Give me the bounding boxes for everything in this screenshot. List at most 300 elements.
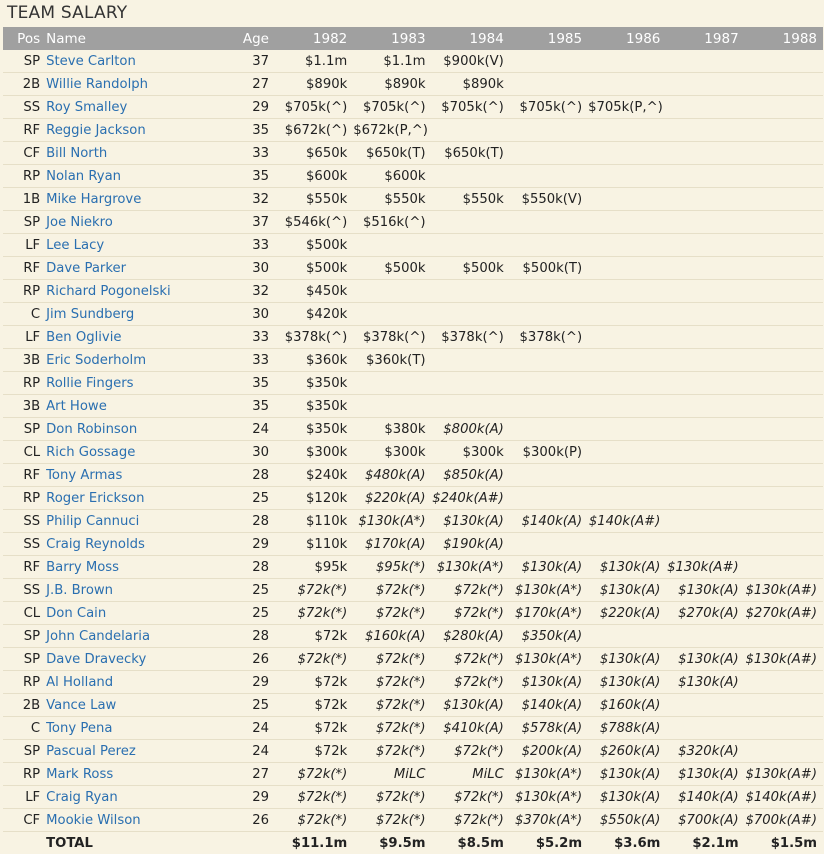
salary-1983: $170k(A): [353, 533, 431, 556]
salary-1987: [666, 717, 744, 740]
salary-1986: $130k(A): [588, 579, 666, 602]
player-link[interactable]: J.B. Brown: [46, 583, 113, 598]
salary-1983: $360k(T): [353, 349, 431, 372]
salary-1986: [588, 395, 666, 418]
table-row: [3, 510, 823, 533]
player-link[interactable]: Vance Law: [46, 698, 116, 713]
salary-1984: [432, 119, 510, 142]
salary-table: [3, 27, 823, 854]
salary-1983: $650k(T): [353, 142, 431, 165]
salary-1982: $110k: [275, 533, 353, 556]
player-name-cell: [40, 763, 231, 786]
salary-1984: $72k(*): [432, 809, 510, 832]
table-row: [3, 188, 823, 211]
salary-1982: $72k(*): [275, 648, 353, 671]
salary-1985: $130k(A): [510, 671, 588, 694]
player-name-cell: [40, 510, 231, 533]
salary-1985: [510, 119, 588, 142]
salary-1987: [666, 625, 744, 648]
salary-1986: $160k(A): [588, 694, 666, 717]
header-name[interactable]: Name: [40, 27, 231, 50]
salary-1986: [588, 464, 666, 487]
salary-1985: [510, 73, 588, 96]
salary-1987: [666, 165, 744, 188]
salary-1982: $546k(^): [275, 211, 353, 234]
total-label: TOTAL: [40, 832, 231, 854]
player-name-cell: [40, 349, 231, 372]
salary-1983: $705k(^): [353, 96, 431, 119]
salary-1982: $120k: [275, 487, 353, 510]
table-row: [3, 349, 823, 372]
salary-1985: [510, 165, 588, 188]
player-pos: SP: [3, 50, 40, 73]
player-name-cell: [40, 280, 231, 303]
player-pos: LF: [3, 326, 40, 349]
salary-1985: [510, 142, 588, 165]
player-pos: 3B: [3, 395, 40, 418]
salary-1982: $672k(^): [275, 119, 353, 142]
player-link[interactable]: Willie Randolph: [46, 77, 148, 92]
header-1986[interactable]: 1986: [588, 27, 666, 50]
player-age: 32: [231, 188, 275, 211]
salary-1988: [745, 372, 823, 395]
player-name-cell: [40, 533, 231, 556]
player-name-cell: [40, 556, 231, 579]
player-name-cell: [40, 188, 231, 211]
salary-1986: [588, 487, 666, 510]
salary-1985: $130k(A*): [510, 763, 588, 786]
player-link[interactable]: Roger Erickson: [46, 491, 144, 506]
total-1983: $9.5m: [353, 832, 431, 854]
player-pos: RF: [3, 257, 40, 280]
salary-1983: [353, 234, 431, 257]
total-age: [231, 832, 275, 854]
salary-1985: [510, 395, 588, 418]
player-name-cell: [40, 119, 231, 142]
salary-1985: [510, 418, 588, 441]
salary-1985: [510, 211, 588, 234]
table-row: [3, 303, 823, 326]
salary-1987: $320k(A): [666, 740, 744, 763]
table-row: [3, 441, 823, 464]
salary-1983: $480k(A): [353, 464, 431, 487]
salary-1987: [666, 372, 744, 395]
salary-1982: $72k: [275, 694, 353, 717]
player-pos: 1B: [3, 188, 40, 211]
salary-1985: $578k(A): [510, 717, 588, 740]
player-link[interactable]: Steve Carlton: [46, 54, 136, 69]
salary-1983: $72k(*): [353, 694, 431, 717]
salary-1987: [666, 510, 744, 533]
player-pos: C: [3, 303, 40, 326]
salary-1986: [588, 533, 666, 556]
salary-1984: $130k(A): [432, 694, 510, 717]
salary-1983: $72k(*): [353, 740, 431, 763]
salary-1982: $300k: [275, 441, 353, 464]
player-link[interactable]: Tony Pena: [46, 721, 112, 736]
player-age: 30: [231, 303, 275, 326]
player-age: 29: [231, 786, 275, 809]
table-row: [3, 487, 823, 510]
salary-1985: [510, 50, 588, 73]
salary-1984: $190k(A): [432, 533, 510, 556]
player-pos: CF: [3, 142, 40, 165]
salary-1988: [745, 280, 823, 303]
salary-1988: [745, 395, 823, 418]
salary-1988: [745, 303, 823, 326]
player-name-cell: [40, 96, 231, 119]
table-row: [3, 809, 823, 832]
salary-1983: MiLC: [353, 763, 431, 786]
salary-1988: [745, 671, 823, 694]
player-link[interactable]: Joe Niekro: [46, 215, 113, 230]
salary-1988: [745, 188, 823, 211]
header-age[interactable]: Age: [231, 27, 275, 50]
total-1985: $5.2m: [510, 832, 588, 854]
salary-1984: MiLC: [432, 763, 510, 786]
salary-1982: $72k(*): [275, 579, 353, 602]
player-age: 25: [231, 579, 275, 602]
header-1987[interactable]: 1987: [666, 27, 744, 50]
table-row: [3, 142, 823, 165]
total-1988: $1.5m: [745, 832, 823, 854]
header-1982[interactable]: 1982: [275, 27, 353, 50]
player-name-cell: [40, 786, 231, 809]
salary-1984: $72k(*): [432, 671, 510, 694]
salary-1988: [745, 418, 823, 441]
salary-1985: $130k(A*): [510, 579, 588, 602]
salary-1988: [745, 349, 823, 372]
salary-1985: [510, 533, 588, 556]
table-row: [3, 556, 823, 579]
salary-1984: $378k(^): [432, 326, 510, 349]
table-row: [3, 579, 823, 602]
salary-1987: $130k(A): [666, 671, 744, 694]
player-name-cell: [40, 257, 231, 280]
header-pos[interactable]: Pos: [3, 27, 40, 50]
player-pos: RP: [3, 487, 40, 510]
salary-1988: [745, 464, 823, 487]
salary-1985: $705k(^): [510, 96, 588, 119]
player-link[interactable]: Richard Pogonelski: [46, 284, 171, 299]
player-link[interactable]: Nolan Ryan: [46, 169, 121, 184]
total-1982: $11.1m: [275, 832, 353, 854]
salary-1987: [666, 280, 744, 303]
player-pos: SP: [3, 648, 40, 671]
salary-1986: $130k(A): [588, 648, 666, 671]
salary-1987: $130k(A): [666, 763, 744, 786]
player-link[interactable]: Roy Smalley: [46, 100, 127, 115]
player-pos: RP: [3, 671, 40, 694]
player-link[interactable]: Lee Lacy: [46, 238, 104, 253]
player-link[interactable]: Rollie Fingers: [46, 376, 133, 391]
salary-1985: $130k(A*): [510, 786, 588, 809]
salary-1985: $200k(A): [510, 740, 588, 763]
salary-1984: $890k: [432, 73, 510, 96]
salary-1988: $130k(A#): [745, 763, 823, 786]
salary-1988: $130k(A#): [745, 648, 823, 671]
salary-1986: $260k(A): [588, 740, 666, 763]
salary-1983: $500k: [353, 257, 431, 280]
table-row: [3, 234, 823, 257]
player-age: 33: [231, 234, 275, 257]
salary-1984: [432, 211, 510, 234]
salary-1988: [745, 326, 823, 349]
salary-1983: $378k(^): [353, 326, 431, 349]
player-link[interactable]: Bill North: [46, 146, 107, 161]
player-age: 29: [231, 671, 275, 694]
total-1987: $2.1m: [666, 832, 744, 854]
salary-1988: [745, 257, 823, 280]
salary-1988: [745, 165, 823, 188]
salary-1988: $140k(A#): [745, 786, 823, 809]
salary-1982: $500k: [275, 257, 353, 280]
salary-1982: $450k: [275, 280, 353, 303]
salary-1983: $890k: [353, 73, 431, 96]
salary-1987: [666, 73, 744, 96]
salary-1984: [432, 165, 510, 188]
player-name-cell: [40, 50, 231, 73]
salary-1984: $900k(V): [432, 50, 510, 73]
player-link[interactable]: Eric Soderholm: [46, 353, 146, 368]
salary-1982: $600k: [275, 165, 353, 188]
table-row: [3, 96, 823, 119]
player-link[interactable]: Don Robinson: [46, 422, 137, 437]
table-row: [3, 73, 823, 96]
player-link[interactable]: Mookie Wilson: [46, 813, 141, 828]
salary-1987: [666, 395, 744, 418]
player-pos: SP: [3, 740, 40, 763]
player-pos: LF: [3, 234, 40, 257]
salary-1986: $788k(A): [588, 717, 666, 740]
salary-1986: [588, 50, 666, 73]
player-age: 24: [231, 740, 275, 763]
player-age: 33: [231, 326, 275, 349]
salary-1982: $72k: [275, 671, 353, 694]
player-age: 35: [231, 165, 275, 188]
player-pos: SP: [3, 211, 40, 234]
salary-1988: $130k(A#): [745, 579, 823, 602]
player-age: 37: [231, 211, 275, 234]
player-pos: RF: [3, 464, 40, 487]
player-link[interactable]: Tony Armas: [46, 468, 122, 483]
salary-1988: [745, 533, 823, 556]
salary-1984: $240k(A#): [432, 487, 510, 510]
player-pos: RP: [3, 165, 40, 188]
salary-1984: $130k(A*): [432, 556, 510, 579]
salary-1982: $350k: [275, 395, 353, 418]
salary-1985: $350k(A): [510, 625, 588, 648]
table-row: [3, 648, 823, 671]
salary-1982: $72k: [275, 625, 353, 648]
salary-1984: [432, 395, 510, 418]
player-pos: CF: [3, 809, 40, 832]
total-pos: [3, 832, 40, 854]
player-link[interactable]: Dave Dravecky: [46, 652, 146, 667]
salary-1984: [432, 234, 510, 257]
total-1986: $3.6m: [588, 832, 666, 854]
player-age: 33: [231, 349, 275, 372]
player-link[interactable]: Mike Hargrove: [46, 192, 141, 207]
table-row: [3, 372, 823, 395]
player-age: 28: [231, 556, 275, 579]
player-link[interactable]: Pascual Perez: [46, 744, 136, 759]
player-name-cell: [40, 740, 231, 763]
salary-1985: $500k(T): [510, 257, 588, 280]
salary-1983: $672k(P,^): [353, 119, 431, 142]
salary-1984: $850k(A): [432, 464, 510, 487]
player-name-cell: [40, 372, 231, 395]
salary-1988: [745, 50, 823, 73]
salary-1988: [745, 740, 823, 763]
salary-1984: $800k(A): [432, 418, 510, 441]
salary-1984: $72k(*): [432, 786, 510, 809]
salary-1983: $600k: [353, 165, 431, 188]
player-age: 25: [231, 602, 275, 625]
player-link[interactable]: Craig Reynolds: [46, 537, 145, 552]
salary-1983: $220k(A): [353, 487, 431, 510]
player-pos: RP: [3, 763, 40, 786]
salary-1987: [666, 234, 744, 257]
header-1984[interactable]: 1984: [432, 27, 510, 50]
player-link[interactable]: Jim Sundberg: [46, 307, 134, 322]
table-row: [3, 625, 823, 648]
salary-1983: $300k: [353, 441, 431, 464]
salary-1988: $700k(A#): [745, 809, 823, 832]
salary-1984: $72k(*): [432, 648, 510, 671]
player-link[interactable]: Al Holland: [46, 675, 113, 690]
player-link[interactable]: John Candelaria: [46, 629, 150, 644]
salary-1983: $516k(^): [353, 211, 431, 234]
salary-1983: $72k(*): [353, 648, 431, 671]
salary-1985: [510, 464, 588, 487]
salary-1986: [588, 211, 666, 234]
salary-1984: [432, 280, 510, 303]
salary-1986: $550k(A): [588, 809, 666, 832]
salary-1988: $270k(A#): [745, 602, 823, 625]
salary-1986: $220k(A): [588, 602, 666, 625]
salary-1986: $130k(A): [588, 671, 666, 694]
salary-1987: [666, 211, 744, 234]
table-row: [3, 211, 823, 234]
salary-1983: $72k(*): [353, 717, 431, 740]
player-link[interactable]: Reggie Jackson: [46, 123, 146, 138]
player-link[interactable]: Barry Moss: [46, 560, 119, 575]
player-name-cell: [40, 418, 231, 441]
salary-1988: [745, 441, 823, 464]
player-link[interactable]: Art Howe: [46, 399, 107, 414]
salary-1987: [666, 418, 744, 441]
salary-1985: $140k(A): [510, 510, 588, 533]
player-pos: SP: [3, 418, 40, 441]
player-pos: RP: [3, 280, 40, 303]
player-link[interactable]: Rich Gossage: [46, 445, 135, 460]
player-link[interactable]: Ben Oglivie: [46, 330, 121, 345]
salary-1984: $72k(*): [432, 602, 510, 625]
salary-1986: $130k(A): [588, 786, 666, 809]
salary-1984: $500k: [432, 257, 510, 280]
player-age: 35: [231, 395, 275, 418]
salary-1983: $72k(*): [353, 602, 431, 625]
salary-1985: $370k(A*): [510, 809, 588, 832]
salary-1987: $700k(A): [666, 809, 744, 832]
header-1988[interactable]: 1988: [745, 27, 823, 50]
salary-1982: $650k: [275, 142, 353, 165]
player-link[interactable]: Don Cain: [46, 606, 106, 621]
player-name-cell: [40, 464, 231, 487]
salary-1988: [745, 142, 823, 165]
player-link[interactable]: Philip Cannuci: [46, 514, 139, 529]
player-name-cell: [40, 809, 231, 832]
table-row: [3, 694, 823, 717]
header-1985[interactable]: 1985: [510, 27, 588, 50]
salary-1984: $650k(T): [432, 142, 510, 165]
header-1983[interactable]: 1983: [353, 27, 431, 50]
salary-1987: $270k(A): [666, 602, 744, 625]
salary-1986: [588, 625, 666, 648]
salary-1983: [353, 280, 431, 303]
table-row: [3, 395, 823, 418]
salary-1987: [666, 694, 744, 717]
salary-1982: $350k: [275, 372, 353, 395]
salary-1984: $280k(A): [432, 625, 510, 648]
salary-1984: $410k(A): [432, 717, 510, 740]
player-age: 32: [231, 280, 275, 303]
salary-1988: [745, 211, 823, 234]
player-age: 35: [231, 119, 275, 142]
salary-1982: $72k: [275, 740, 353, 763]
player-name-cell: [40, 717, 231, 740]
player-pos: SS: [3, 579, 40, 602]
salary-1988: [745, 510, 823, 533]
salary-1987: $130k(A#): [666, 556, 744, 579]
salary-1984: $72k(*): [432, 579, 510, 602]
player-link[interactable]: Mark Ross: [46, 767, 113, 782]
salary-1985: $130k(A*): [510, 648, 588, 671]
player-age: 24: [231, 418, 275, 441]
player-name-cell: [40, 579, 231, 602]
table-header-row: [3, 27, 823, 50]
salary-1982: $240k: [275, 464, 353, 487]
salary-1987: [666, 464, 744, 487]
player-name-cell: [40, 648, 231, 671]
player-link[interactable]: Dave Parker: [46, 261, 126, 276]
player-age: 26: [231, 809, 275, 832]
player-pos: 2B: [3, 694, 40, 717]
table-row: [3, 165, 823, 188]
salary-1982: $378k(^): [275, 326, 353, 349]
player-pos: CL: [3, 602, 40, 625]
salary-1988: [745, 119, 823, 142]
player-name-cell: [40, 234, 231, 257]
salary-1982: $110k: [275, 510, 353, 533]
player-name-cell: [40, 602, 231, 625]
salary-1983: $95k(*): [353, 556, 431, 579]
player-age: 30: [231, 257, 275, 280]
player-link[interactable]: Craig Ryan: [46, 790, 118, 805]
salary-1982: $95k: [275, 556, 353, 579]
total-1984: $8.5m: [432, 832, 510, 854]
salary-1988: [745, 625, 823, 648]
salary-1983: $72k(*): [353, 671, 431, 694]
player-age: 33: [231, 142, 275, 165]
player-age: 26: [231, 648, 275, 671]
table-row: [3, 280, 823, 303]
salary-1984: [432, 372, 510, 395]
player-name-cell: [40, 326, 231, 349]
table-row: [3, 786, 823, 809]
salary-1985: $140k(A): [510, 694, 588, 717]
